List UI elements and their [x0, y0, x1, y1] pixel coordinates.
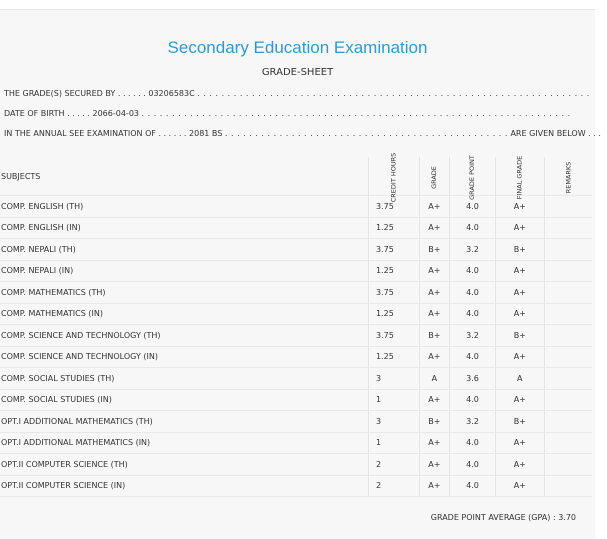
- subject-cell: COMP. SOCIAL STUDIES (IN): [0, 389, 368, 411]
- table-header-row: [0, 157, 592, 196]
- exam-title: Secondary Education Examination: [167, 38, 428, 57]
- remarks-cell: [544, 282, 592, 304]
- remarks-cell: [544, 432, 592, 454]
- gpa-label: GRADE POINT AVERAGE (GPA) :: [430, 513, 556, 522]
- subject-cell: OPT.II COMPUTER SCIENCE (TH): [0, 454, 368, 476]
- grade-point-cell: 4.0: [450, 475, 496, 497]
- remarks-cell: [544, 368, 592, 390]
- final-grade-cell: A+: [495, 196, 544, 218]
- final-grade-cell: A+: [495, 475, 544, 497]
- table-row: [0, 346, 592, 368]
- gpa-value: 3.70: [558, 513, 576, 522]
- dob-line: DATE OF BIRTH . . . . . 2066-04-03 . . . . . . . . . . . . . . . . . . . . . . . . . . . . . . . . . . . . . . . . . . . . . . . . . . . . . . . . . . . . . . . . . . . . . . .: [4, 109, 571, 118]
- grade-point-cell: 3.2: [450, 325, 496, 347]
- grade-cell: B+: [419, 239, 450, 261]
- remarks-cell: [544, 260, 592, 282]
- grade-cell: B+: [419, 411, 450, 433]
- grades-table: [0, 152, 592, 497]
- grade-point-cell: 4.0: [450, 217, 496, 239]
- subject-cell: COMP. ENGLISH (IN): [0, 217, 368, 239]
- grade-sheet: [0, 9, 601, 539]
- grade-cell: A+: [419, 389, 450, 411]
- grade-cell: A: [419, 368, 450, 390]
- remarks-cell: [544, 239, 592, 261]
- table-row: [0, 368, 592, 390]
- table-row: [0, 325, 592, 347]
- credit-hours-cell: 3: [368, 411, 419, 433]
- grade-cell: A+: [419, 217, 450, 239]
- grade-cell: A+: [419, 432, 450, 454]
- remarks-cell: [544, 196, 592, 218]
- header-credit-hours: CREDIT HOURS: [368, 157, 419, 196]
- grade-cell: A+: [419, 454, 450, 476]
- header-remarks: REMARKS: [544, 157, 592, 196]
- grade-point-cell: 3.2: [450, 239, 496, 261]
- remarks-cell: [544, 389, 592, 411]
- subject-cell: COMP. MATHEMATICS (IN): [0, 303, 368, 325]
- credit-hours-cell: 2: [368, 454, 419, 476]
- grade-point-cell: 4.0: [450, 260, 496, 282]
- header-final-grade: FINAL GRADE: [495, 157, 544, 196]
- final-grade-cell: B+: [495, 239, 544, 261]
- table-row: [0, 239, 592, 261]
- subject-cell: COMP. SCIENCE AND TECHNOLOGY (TH): [0, 325, 368, 347]
- header-subjects: SUBJECTS: [0, 157, 368, 196]
- subject-cell: COMP. NEPALI (IN): [0, 260, 368, 282]
- dob-value: 2066-04-03: [92, 109, 139, 118]
- table-row: [0, 303, 592, 325]
- credit-hours-cell: 1.25: [368, 217, 419, 239]
- credit-hours-cell: 3.75: [368, 239, 419, 261]
- symbol-number: 03206583C: [148, 89, 195, 98]
- credit-hours-cell: 1.25: [368, 303, 419, 325]
- remarks-cell: [544, 303, 592, 325]
- credit-hours-cell: 3.75: [368, 282, 419, 304]
- final-grade-cell: A+: [495, 303, 544, 325]
- gpa-line: [431, 513, 576, 522]
- table-row: [0, 196, 592, 218]
- given-below-label: ARE GIVEN BELOW . . .: [510, 129, 601, 138]
- credit-hours-cell: 3.75: [368, 325, 419, 347]
- credit-hours-cell: 2: [368, 475, 419, 497]
- final-grade-cell: A+: [495, 432, 544, 454]
- credit-hours-cell: 3.75: [368, 196, 419, 218]
- grade-point-cell: 3.6: [450, 368, 496, 390]
- final-grade-cell: A+: [495, 346, 544, 368]
- subject-cell: OPT.I ADDITIONAL MATHEMATICS (TH): [0, 411, 368, 433]
- grade-point-cell: 4.0: [450, 346, 496, 368]
- grade-point-cell: 4.0: [450, 454, 496, 476]
- grade-point-cell: 4.0: [450, 303, 496, 325]
- grade-cell: A+: [419, 303, 450, 325]
- final-grade-cell: A: [495, 368, 544, 390]
- credit-hours-cell: 3: [368, 368, 419, 390]
- exam-line: IN THE ANNUAL SEE EXAMINATION OF . . . . . . 2081 BS . . . . . . . . . . . . . . . . . . . . . . . . . . . . . . . . . . . . . . . . . . . . . . . ARE GIVEN BELOW . . .: [4, 129, 601, 138]
- grade-cell: B+: [419, 325, 450, 347]
- grade-point-cell: 3.2: [450, 411, 496, 433]
- grade-sheet-subtitle: GRADE-SHEET: [261, 67, 334, 78]
- exam-label: IN THE ANNUAL SEE EXAMINATION OF . . . . . .: [4, 129, 187, 138]
- grade-point-cell: 4.0: [450, 432, 496, 454]
- final-grade-cell: A+: [495, 260, 544, 282]
- grade-cell: A+: [419, 282, 450, 304]
- credit-hours-cell: 1: [368, 432, 419, 454]
- subject-cell: OPT.I ADDITIONAL MATHEMATICS (IN): [0, 432, 368, 454]
- grades-secured-line: THE GRADE(S) SECURED BY . . . . . . 03206583C . . . . . . . . . . . . . . . . . . . . . . . . . . . . . . . . . . . . . . . . . . . . . . . . . . . . . . . . . . . . . . . . .: [4, 89, 590, 98]
- table-row: [0, 217, 592, 239]
- table-row: [0, 260, 592, 282]
- subject-cell: OPT.II COMPUTER SCIENCE (IN): [0, 475, 368, 497]
- table-row: [0, 282, 592, 304]
- remarks-cell: [544, 475, 592, 497]
- grade-cell: A+: [419, 260, 450, 282]
- table-row: [0, 389, 592, 411]
- subject-cell: COMP. MATHEMATICS (TH): [0, 282, 368, 304]
- dob-label: DATE OF BIRTH . . . . .: [4, 109, 90, 118]
- subject-cell: COMP. NEPALI (TH): [0, 239, 368, 261]
- remarks-cell: [544, 346, 592, 368]
- remarks-cell: [544, 454, 592, 476]
- grade-point-cell: 4.0: [450, 196, 496, 218]
- credit-hours-cell: 1: [368, 389, 419, 411]
- exam-year: 2081 BS: [189, 129, 223, 138]
- remarks-cell: [544, 411, 592, 433]
- table-row: [0, 432, 592, 454]
- subject-cell: COMP. ENGLISH (TH): [0, 196, 368, 218]
- grade-cell: A+: [419, 346, 450, 368]
- remarks-cell: [544, 217, 592, 239]
- header-grade-point: GRADE POINT: [450, 157, 496, 196]
- grade-cell: A+: [419, 196, 450, 218]
- remarks-cell: [544, 325, 592, 347]
- subject-cell: COMP. SCIENCE AND TECHNOLOGY (IN): [0, 346, 368, 368]
- final-grade-cell: B+: [495, 325, 544, 347]
- final-grade-cell: A+: [495, 454, 544, 476]
- grade-point-cell: 4.0: [450, 282, 496, 304]
- header-grade: GRADE: [419, 157, 450, 196]
- credit-hours-cell: 1.25: [368, 260, 419, 282]
- final-grade-cell: A+: [495, 217, 544, 239]
- grade-point-cell: 4.0: [450, 389, 496, 411]
- grade-cell: A+: [419, 475, 450, 497]
- table-row: [0, 454, 592, 476]
- final-grade-cell: A+: [495, 389, 544, 411]
- table-row: [0, 475, 592, 497]
- grades-secured-label: THE GRADE(S) SECURED BY . . . . . .: [4, 89, 146, 98]
- final-grade-cell: B+: [495, 411, 544, 433]
- final-grade-cell: A+: [495, 282, 544, 304]
- subject-cell: COMP. SOCIAL STUDIES (TH): [0, 368, 368, 390]
- credit-hours-cell: 1.25: [368, 346, 419, 368]
- table-row: [0, 411, 592, 433]
